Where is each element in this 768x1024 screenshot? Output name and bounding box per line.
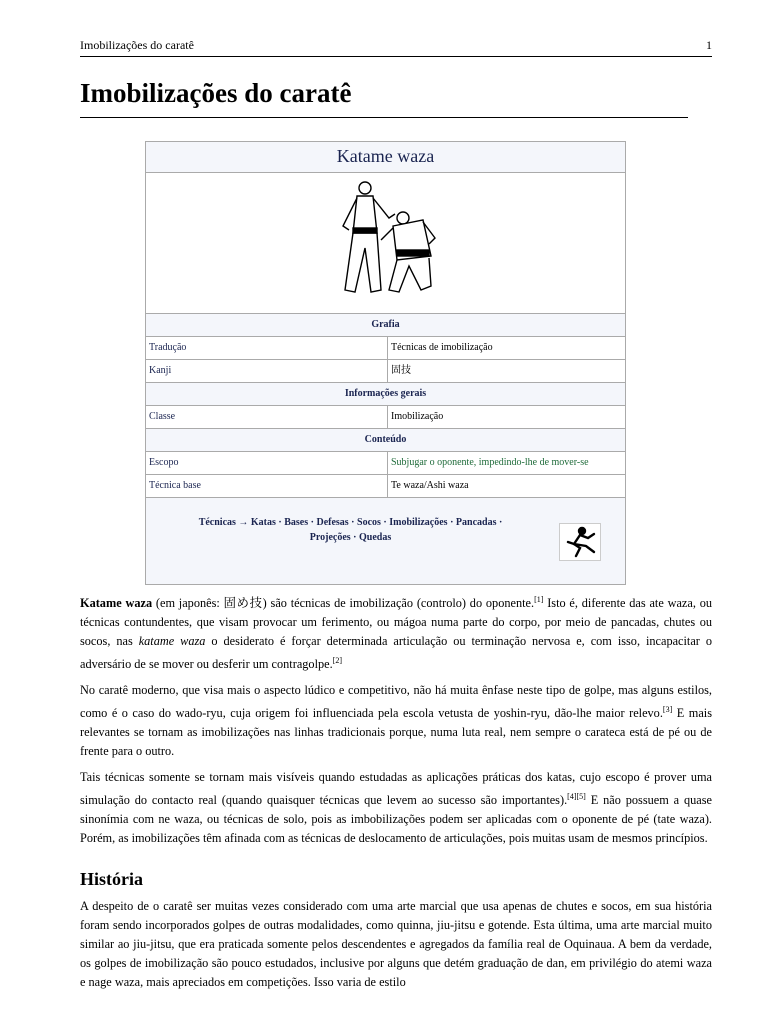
section-conteudo: Conteúdo <box>146 429 625 452</box>
infobox-row <box>146 475 625 498</box>
article-title: Imobilizações do caratê <box>80 78 688 118</box>
row-value: Imobilização <box>391 411 444 422</box>
paragraph-4: A despeito de o caratê ser muitas vezes considerado com uma arte marcial que usa apenas de chutes e socos, em sua história foram sendo incorporados golpes de outras modalidades, como quinna, jiu-jitsu e gotende. Esta última, uma arte marcial muito similar ao jiu-jitsu, que era praticada somente pelos descendentes e agregados da família real de Oquinaua. A bem da verdade, os golpes de imobilização são pouco estudados, inclusive por alguns que detém graduação de dan, em privilégio do atemi waza e nage waza, mais apreciados em competições. Isso varia de estilo <box>80 899 712 989</box>
page-number: 1 <box>706 38 712 52</box>
paragraph-1 <box>80 590 712 674</box>
row-value-link[interactable]: Subjugar o oponente, impedindo-lhe de mover-se <box>391 457 589 468</box>
karate-kick-icon <box>559 523 601 561</box>
history-body <box>80 897 712 999</box>
text: (em japonês: 固め技) são técnicas de imobilização (controlo) do oponente. <box>152 596 535 611</box>
row-key: Tradução <box>146 337 388 359</box>
row-value: 固技 <box>391 365 411 376</box>
text: E não possuem a quase sinonímia com ne waza, ou técnicas de solo, pois as imbobilizações podem ser aplicadas com o oponente de pé (tate waza). Porém, as imobilizações têm afinada com as técnicas de deslocamento de articulações, pois muitas usam de mesmos princípios. <box>80 793 712 846</box>
section-grafia: Grafia <box>146 314 625 337</box>
text: No caratê moderno, que visa mais o aspecto lúdico e competitivo, não há muita ênfase neste tipo de golpe, mas alguns estilos, como é o caso do wado-ryu, cuja origem foi influenciada pela escola vetusta de yoshin-ryu, dão-lhe maior relevo. <box>80 683 712 721</box>
infobox-row <box>146 360 625 383</box>
section-heading-historia: História <box>80 869 143 889</box>
nav-links[interactable] <box>166 515 535 545</box>
text: o desiderato é forçar determinada articulação ou terminação nervosa e, com isso, incapacitar o adversário de se mover ou desferir um contragolpe. <box>80 634 712 672</box>
term-italic: katame waza <box>138 634 206 649</box>
text: E mais relevantes se tornam as imobilizações nas linhas tradicionais porque, numa luta real, nem sempre o carateca está de pé ou de frente para o outro. <box>80 706 712 759</box>
infobox-row <box>146 406 625 429</box>
reference-link[interactable]: [1] <box>534 595 544 604</box>
row-key: Escopo <box>146 452 388 474</box>
article-body <box>80 590 712 855</box>
infobox <box>145 141 626 585</box>
row-key: Kanji <box>146 360 388 382</box>
row-key: Técnica base <box>146 475 388 497</box>
paragraph-3 <box>80 768 712 848</box>
running-title: Imobilizações do caratê <box>80 38 194 52</box>
section-informacoes: Informações gerais <box>146 383 625 406</box>
text: Isto é, diferente das ate waza, ou técnicas contundentes, que visam provocar um ferimento, ou mágoa numa parte do corpo, por meio de pancadas, chutes ou socos, nas <box>80 596 712 649</box>
nav-line-1[interactable]: Técnicas → Katas · Bases · Defesas · Socos · Imobilizações · Pancadas · <box>198 517 503 528</box>
infobox-row <box>146 452 625 475</box>
judo-figures-icon <box>331 178 441 308</box>
row-key: Classe <box>146 406 388 428</box>
judo-figures-illustration <box>146 173 625 314</box>
reference-link[interactable]: [2] <box>332 656 343 666</box>
reference-link[interactable]: [4][5] <box>567 792 586 802</box>
running-header <box>80 38 712 57</box>
infobox-row <box>146 337 625 360</box>
text: Tais técnicas somente se tornam mais visíveis quando estudadas as aplicações práticas dos katas, cujo escopo é prover uma simulação do contacto real (quando quaisquer técnicas que levem ao sucesso são importantes). <box>80 770 712 808</box>
nav-line-2[interactable]: Projeções · Quedas <box>309 532 392 543</box>
row-value: Te waza/Ashi waza <box>391 480 469 491</box>
infobox-title: Katame waza <box>146 142 625 173</box>
reference-link[interactable]: [3] <box>662 705 673 715</box>
infobox-navigation <box>146 498 625 584</box>
term-bold: Katame waza <box>80 596 153 611</box>
row-value: Técnicas de imobilização <box>391 342 493 353</box>
paragraph-2 <box>80 681 712 761</box>
